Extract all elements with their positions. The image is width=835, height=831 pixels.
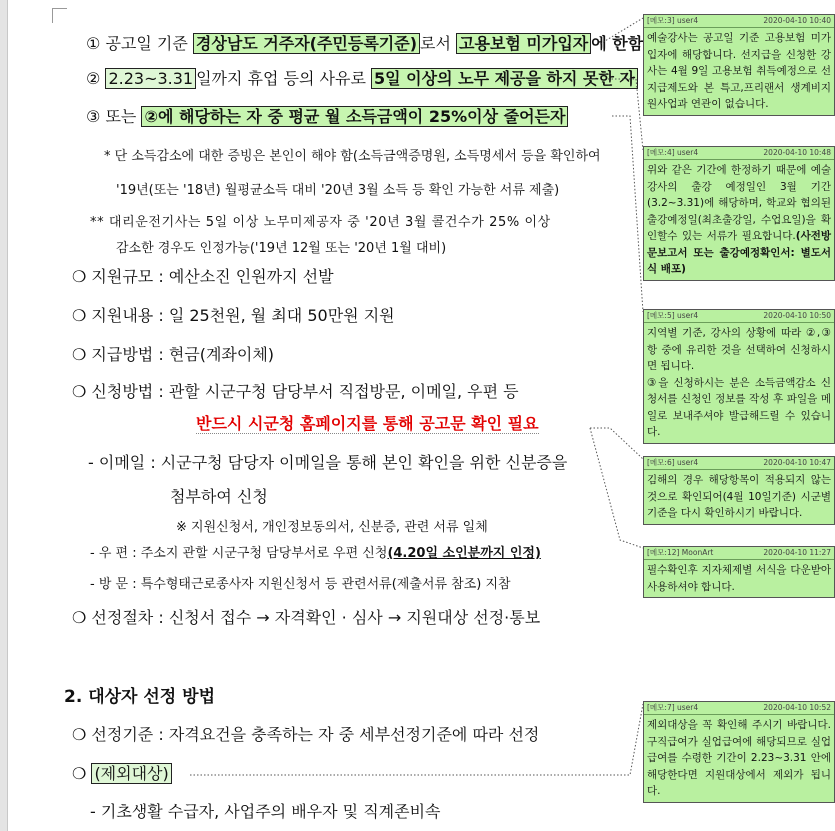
- comment-time: 2020-04-10 10:40: [763, 16, 831, 25]
- post-deadline: (4.20일 소인분까지 인정): [387, 546, 541, 561]
- apply-post: [90, 543, 541, 565]
- comment-header: [644, 702, 834, 715]
- comment-author: [메모:12] MoonArt: [647, 548, 714, 557]
- eligibility-item-3: [86, 106, 568, 128]
- apply-email-1: - 이메일 : 시군구청 담당자 이메일을 통해 본인 확인을 위한 신분증을: [88, 453, 568, 472]
- comment-text: 지역별 기준, 강사의 상황에 따라 ②,③항 중에 유리한 것을 선택하여 신청하시면 됩니다.: [647, 327, 831, 372]
- comment-text-2: ③을 신청하시는 분은 소득금액감소 신청서를 신청인 정보를 작성 후 파일을 메일로 보내주셔야 발급해드릴 수 있습니다.: [647, 376, 831, 438]
- comment-memo-3[interactable]: [643, 14, 835, 116]
- comment-time: 2020-04-10 10:52: [763, 703, 831, 712]
- note-income-proof-1: * 단 소득감소에 대한 증빙은 본인이 해야 함(소득금액증명원, 소득명세서 등을 확인하여: [104, 149, 601, 164]
- selection-criteria: ❍ 선정기준 : 자격요건을 충족하는 자 중 세부선정기준에 따라 선정: [72, 725, 540, 744]
- item-text: 또는: [105, 107, 137, 126]
- exclusion-heading: [72, 763, 172, 785]
- comment-emphasis: (사전방문보고서 또는 출강예정확인서: 별도서식 배포): [647, 230, 831, 275]
- comment-body: 위와 같은 기간에 한정하기 때문에 예술강사의 출강 예정일인 3월 기간(3.2~3.31)에 해당하며, 학교와 협의된 출강예정일(최초출강일, 수업요일)을 확인할수 있는 서류가 필요합니다.: [647, 164, 831, 242]
- comment-time: 2020-04-10 11:27: [763, 548, 831, 557]
- apply-visit: - 방 문 : 특수형태근로종사자 지원신청서 등 관련서류(제출서류 참조) 지참: [90, 577, 511, 592]
- note-income-proof-2: '19년(또는 '18년) 월평균소득 대비 '20년 3월 소득 등 확인 가능한 서류 제출): [116, 183, 560, 198]
- item-text-mid: 로서: [420, 34, 457, 53]
- item-number: ①: [86, 34, 101, 53]
- eligibility-item-1: [86, 33, 643, 55]
- comment-anchor-5days[interactable]: 5일 이상의 노무 제공을 하지 못한 자: [371, 68, 638, 89]
- comment-memo-12[interactable]: [643, 546, 835, 598]
- comment-anchor-residence[interactable]: 경상남도 거주자(주민등록기준): [193, 33, 420, 54]
- bullet: ❍: [72, 764, 87, 783]
- comment-author: [메모:4] user4: [647, 148, 699, 157]
- comment-author: [메모:6] user4: [647, 458, 699, 467]
- comment-text: [647, 162, 831, 278]
- comment-memo-7[interactable]: [643, 701, 835, 803]
- exclusion-item: - 기초생활 수급자, 사업주의 배우자 및 직계존비속: [90, 802, 441, 821]
- comment-anchor-insurance[interactable]: 고용보험 미가입자: [456, 33, 591, 54]
- comment-anchor-period[interactable]: 2.23~3.31: [105, 68, 196, 89]
- item-text: 공고일 기준: [105, 34, 188, 53]
- apply-email-2: 첨부하여 신청: [170, 487, 268, 506]
- comment-memo-6[interactable]: [643, 456, 835, 525]
- section-heading: 2. 대상자 선정 방법: [64, 687, 215, 707]
- comment-anchor-notice[interactable]: 반드시 시군청 홈페이지를 통해 공고문 확인 필요: [196, 414, 539, 433]
- comment-panel: [643, 0, 835, 831]
- comment-time: 2020-04-10 10:50: [763, 311, 831, 320]
- comment-header: [644, 310, 834, 323]
- comment-header: [644, 147, 834, 160]
- payment-method: ❍ 지급방법 : 현금(계좌이체): [72, 345, 275, 364]
- comment-anchor-exclusion[interactable]: (제외대상): [91, 763, 171, 784]
- apply-email-note: ※ 지원신청서, 개인정보동의서, 신분증, 관련 서류 일체: [176, 520, 488, 535]
- comment-memo-5[interactable]: [643, 309, 835, 444]
- comment-author: [메모:7] user4: [647, 703, 699, 712]
- comment-time: 2020-04-10 10:48: [763, 148, 831, 157]
- comment-text: 예술강사는 공고일 기준 고용보험 미가입자에 해당합니다. 선지급을 신청한 강사는 4월 9일 고용보험 취득예정으로 선지급제도와 본 특고,프리랜서 생계비지원사업과 연관이 없습니다.: [647, 32, 831, 110]
- comment-text: 제외대상을 꼭 확인해 주시기 바랍니다. 구직급여가 실업급여에 해당되므로 실업급여를 수령한 기간이 2.23~3.31 안에 해당한다면 지원대상에서 제외가 됩니다.: [647, 719, 831, 797]
- comment-text: 김해의 경우 해당항목이 적용되지 않는 것으로 확인되어(4월 10일기준) 시군별 기준을 다시 확인하시기 바랍니다.: [647, 474, 831, 519]
- support-scale: ❍ 지원규모 : 예산소진 인원까지 선발: [72, 267, 334, 286]
- comment-author: [메모:3] user4: [647, 16, 699, 25]
- apply-post-text: - 우 편 : 주소지 관할 시군구청 담당부서로 우편 신청: [90, 546, 388, 561]
- eligibility-item-2: [86, 68, 638, 90]
- comment-anchor-income-drop[interactable]: ②에 해당하는 자 중 평균 월 소득금액이 25%이상 줄어든자: [141, 106, 568, 127]
- comment-header: [644, 15, 834, 28]
- note-driver-2: 감소한 경우도 인정가능('19년 12월 또는 '20년 1월 대비): [116, 241, 447, 256]
- comment-time: 2020-04-10 10:47: [763, 458, 831, 467]
- comment-header: [644, 457, 834, 470]
- item-text-end: 에 한함: [591, 34, 644, 53]
- note-driver-1: ** 대리운전기사는 5일 이상 노무미제공자 중 '20년 3월 콜건수가 25% 이상: [90, 215, 551, 230]
- notice-red[interactable]: [196, 413, 539, 435]
- support-content: ❍ 지원내용 : 일 25천원, 월 최대 50만원 지원: [72, 306, 395, 325]
- item-number: ②: [86, 69, 101, 88]
- item-text: 일까지 휴업 등의 사유로: [196, 69, 366, 88]
- comment-header: [644, 547, 834, 560]
- comment-text: 필수확인후 지자체제별 서식을 다운받아 사용하셔야 합니다.: [647, 564, 831, 593]
- comment-memo-4[interactable]: [643, 146, 835, 281]
- selection-process: ❍ 선정절차 : 신청서 접수 → 자격확인 · 심사 → 지원대상 선정·통보: [72, 608, 541, 627]
- item-number: ③: [86, 107, 101, 126]
- comment-author: [메모:5] user4: [647, 311, 699, 320]
- apply-method: ❍ 신청방법 : 관할 시군구청 담당부서 직접방문, 이메일, 우편 등: [72, 382, 519, 401]
